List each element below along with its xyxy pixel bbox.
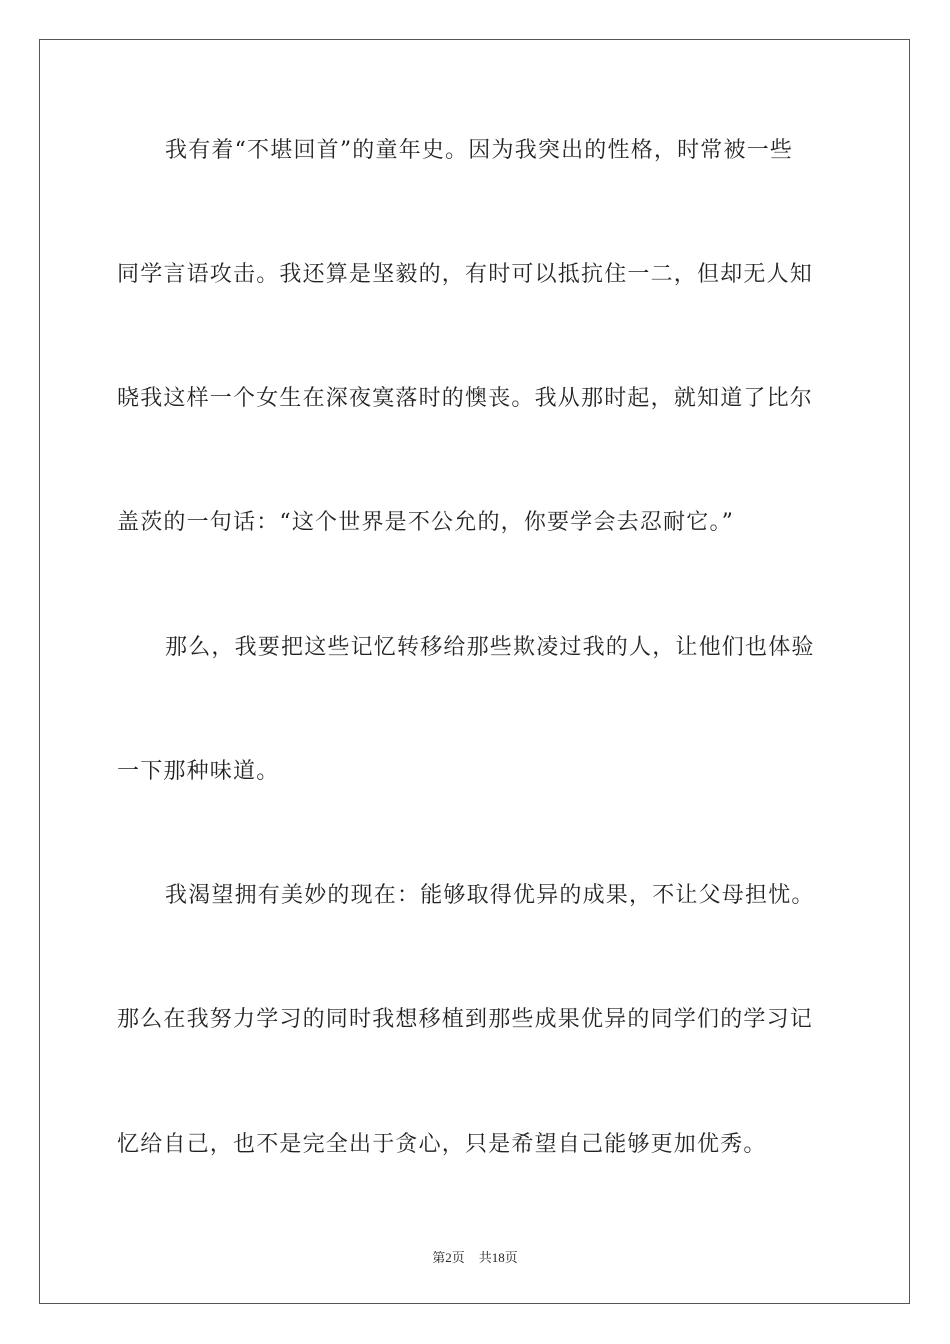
paragraph-1-line-3: 晓我这样一个女生在深夜寞落时的懊丧。我从那时起，就知道了比尔 xyxy=(117,386,814,411)
paragraph-3-line-1: 我渴望拥有美妙的现在：能够取得优异的成果，不让父母担忧。 xyxy=(165,883,815,908)
paragraph-1-line-4: 盖茨的一句话：“这个世界是不公允的，你要学会去忍耐它。” xyxy=(117,510,735,535)
page-footer xyxy=(0,1247,950,1266)
paragraph-2-line-2: 一下那种味道。 xyxy=(117,759,280,784)
paragraph-1-line-1: 我有着“不堪回首”的童年史。因为我突出的性格，时常被一些 xyxy=(165,138,794,163)
page-number: 第2页 xyxy=(432,1250,465,1265)
paragraph-3-line-2: 那么在我努力学习的同时我想移植到那些成果优异的同学们的学习记 xyxy=(117,1007,814,1032)
paragraph-3-line-3: 忆给自己，也不是完全出于贪心，只是希望自己能够更加优秀。 xyxy=(117,1132,767,1157)
paragraph-2-line-1: 那么，我要把这些记忆转移给那些欺凌过我的人，让他们也体验 xyxy=(165,635,815,660)
page-total: 共18页 xyxy=(478,1250,518,1265)
paragraph-1-line-2: 同学言语攻击。我还算是坚毅的，有时可以抵抗住一二，但却无人知 xyxy=(117,262,814,287)
page-border xyxy=(39,39,910,1304)
